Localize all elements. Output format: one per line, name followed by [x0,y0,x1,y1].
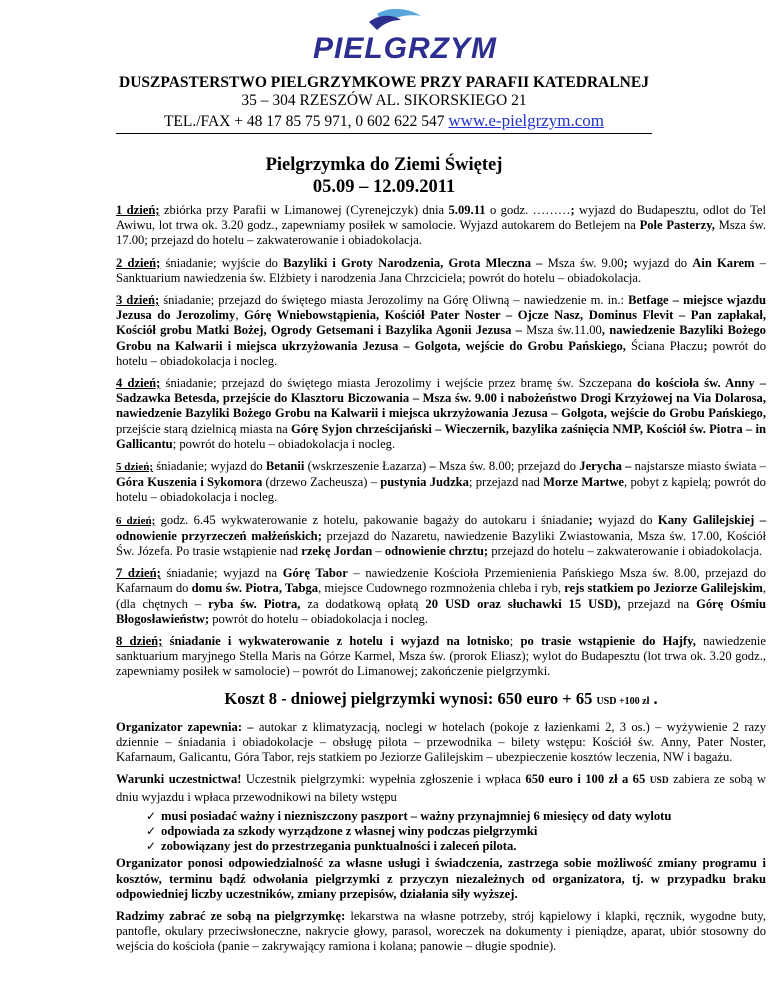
day-label: 5 dzień; [116,461,154,474]
day-text: (drzewo Zacheusza) – [262,475,381,490]
cost-main: Koszt 8 - dniowej pielgrzymki wynosi: 650 euro + 65 [224,688,597,708]
day-text: pustynia Judzka [380,475,469,490]
requirement-item: ✓ musi posiadać ważny i niezniszczony paszport – ważny przynajmniej 6 miesięcy od daty wylotu [146,809,766,824]
day-text: ; [509,634,521,649]
cost-end: . [649,688,658,708]
requirements-list [116,809,766,855]
day-text: najstarsze miasto świata – [631,459,766,474]
conditions-text1: Uczestnik pielgrzymki: wypełnia zgłoszenie i wpłaca [241,772,526,787]
day-text: , pobyt z kąpielą; powrót do hotelu – obiadokolacja i nocleg. [116,475,766,505]
day-text: Msza św. 8.00; przejazd do [435,459,580,474]
day-text: godz. 6.45 wykwaterowanie z hotelu, pakowanie bagaży do autokaru i śniadanie [155,512,589,527]
document-content [116,203,766,962]
day-text: , nawiedzenie Bazyliki Bożego Grobu na Kalwarii i miejsca ukrzyżowania Jezusa – Golgota, wejście do Grobu Pańskiego, [116,323,766,353]
day-text: Ain Karem [692,255,755,270]
pielgrzym-logo [309,8,498,68]
day-text: ryba św. Piotra, [208,596,301,611]
day-text: zbiórka przy Parafii w Limanowej (Cyrenejczyk) dnia [159,203,449,217]
day-text: 20 USD oraz słuchawki 15 USD), [425,596,621,611]
cost-line [116,689,766,711]
day-text: przejazd do hotelu – zakwaterowanie i obiadokolacja. [488,544,763,559]
day-text: śniadanie; wyjście do [160,255,284,270]
day-text: Msza św. 9.00 [542,255,624,270]
day-8-paragraph [116,634,766,680]
day-7-paragraph [116,566,766,627]
day-text: Pole Pasterzy, [639,218,715,233]
day-text: , (dla chętnych – [116,581,766,611]
day-text [162,634,169,648]
website-link[interactable]: www.e-pielgrzym.com [448,111,605,130]
day-label: 7 dzień; [116,566,161,581]
day-text: rzekę Jordan [301,544,373,559]
conditions-usd: USD [649,776,669,787]
day-text: Jerycha – [579,459,632,474]
day-text: rejs statkiem po Jeziorze Galilejskim [564,581,763,596]
day-label: 2 dzień; [116,255,161,270]
day-text: wyjazd do [592,512,658,527]
phone-fax: TEL./FAX + 48 17 85 75 971, 0 602 622 547 [163,113,449,130]
day-text: śniadanie i wykwaterowanie z hotelu i wyjazd na lotnisko [169,634,510,649]
day-text: , [235,308,245,323]
day-text: Górę Wniebowstąpienia, Kościół Pater Noster – Ojcze Nasz, Dominus Flevit – Pan zapłakał, Kościół grobu Matki Bożej, Ogrody Getsemani i Bazylika Agonii Jezusa – [116,308,766,338]
requirement-item: ✓ zobowiązany jest do przestrzegania punktualności i zaleceń pilota. [146,839,766,854]
requirement-item: ✓ odpowiada za szkody wyrządzone z własnej winy podczas pielgrzymki [146,824,766,839]
day-text: – Sanktuarium nawiedzenia św. Elżbiety i narodzenia Jana Chrzciciela; powrót do hotelu – obiadokolacja. [116,255,766,285]
day-text: Betfage – miejsce wjazdu Jezusa do Jerozolimy [116,293,767,323]
conditions-text2: zabiera ze sobą w dniu wyjazdu i wpłaca przewodnikowi na bilety wstępu [116,772,766,804]
organizer-label: Organizator zapewnia: – [116,719,254,734]
day-text: ; [623,255,628,270]
day-6-paragraph [116,513,766,560]
day-text: – nawiedzenie Kościoła Przemienienia Pańskiego Msza św. 8.00, przejazd do Kafarnaum do [116,566,767,596]
day-label: 1 dzień; [116,203,160,217]
organization-contact [0,111,768,131]
advice-paragraph [116,909,766,955]
day-text: domu św. Piotra, Tabga [191,581,319,596]
day-text: po trasie wstąpienie do Hajfy, [520,634,696,649]
day-text: (wskrzeszenie Łazarza) [304,459,430,474]
day-text: ; [588,512,593,527]
conditions-label: Warunki uczestnictwa! [116,772,242,787]
day-text: wyjazd do [627,255,693,270]
day-3-paragraph [116,293,766,369]
advice-text: lekarstwa na własne potrzeby, strój kąpielowy i klapki, ręcznik, wygodne buty, pantofle, okulary przeciwsłoneczne, nakrycie głowy, parasol, woreczek na dokumenty i pieniądze, aparat, ubiór stosowny do wejścia do kościoła (panie – zakrywający ramiona i kolana; panowie – długie spodnie). [116,908,766,954]
day-text: Betanii [265,459,305,474]
day-4-paragraph [116,376,766,452]
day-text: – [372,544,385,559]
organizer-paragraph [116,720,766,766]
day-text: odnowienie chrztu; [384,544,489,559]
day-text: przejazd do Nazaretu, nawiedzenie Bazyliki Zwiastowania, Msza św. 17.00, Kościół Św. Józefa. Po trasie wstąpienie nad [116,528,766,559]
day-text: śniadanie; przejazd do świętego miasta Jerozolimy i wejście przez bramę św. Szczepana [160,376,638,391]
cost-plus: +100 zł [616,695,650,707]
day-text: Kany Galilejskiej – odnowienie przyrzeczeń małżeńskich; [116,512,766,543]
itinerary [116,203,766,680]
organization-name: DUSZPASTERSTWO PIELGRZYMKOWE PRZY PARAFII KATEDRALNEJ [119,74,649,91]
day-text: powrót do hotelu – obiadokolacja i nocleg. [209,611,429,626]
day-text: Górę Ośmiu Błogosławieństw; [116,596,766,626]
day-text: przejście starą dzielnicą miasta na [116,421,291,436]
document-dates: 05.09 – 12.09.2011 [312,177,456,197]
day-text: ; [703,338,708,353]
day-text: Góra Kuszenia i Sykomora [116,475,263,490]
day-text: Górę Tabor [282,566,348,581]
day-text: ; powrót do hotelu – obiadokolacja i nocleg. [172,436,396,451]
day-text: przejazd na [620,596,697,611]
day-text: śniadanie; wyjazd na [160,566,283,581]
conditions-paragraph [116,772,766,804]
day-1-paragraph [116,203,766,249]
day-label: 3 dzień; [116,293,160,308]
day-2-paragraph [116,256,766,286]
header-divider [116,133,652,134]
day-label: 6 dzień; [116,514,156,527]
day-text: – [429,459,436,474]
day-text: Górę Syjon chrześcijański – Wieczernik, bazylika zaśnięcia NMP, Kościół św. Piotra – in Gallicantu [116,421,766,451]
day-text: o godz. ……… [485,203,571,217]
day-text: 5.09.11 [448,203,486,217]
logo-text: PIELGRZYM [313,32,498,65]
advice-label: Radzimy zabrać ze sobą na pielgrzymkę: [116,908,346,923]
day-text: za dodatkową opłatą [300,596,426,611]
day-text: Morze Martwe [543,475,625,490]
cost-usd: USD [596,695,617,707]
day-text: ; [570,203,575,217]
day-text: Ściana Płaczu [625,338,704,353]
day-text: wyjazd do Budapesztu, odlot do Tel Awiwu, lot trwa ok. 3.20 godz., zapewniamy posiłek w samolocie. Wyjazd autokarem do Betlejem na [116,203,766,233]
conditions-amount: 650 euro i 100 zł a 65 [525,772,646,787]
document-title: Pielgrzymka do Ziemi Świętej [265,155,503,175]
day-text: Msza św. 17.00; przejazd do hotelu – zakwaterowanie i obiadokolacja. [116,218,766,248]
day-label: 8 dzień; [116,634,163,649]
day-text: śniadanie; wyjazd do [153,459,266,474]
day-text: śniadanie; przejazd do świętego miasta Jerozolimy na Górę Oliwną – nawiedzenie m. in.: [159,293,629,308]
organizer-text: autokar z klimatyzacją, noclegi w hotelach (pokoje z łazienkami 2, 3 os.) – wyżywienie 2 razy dziennie – śniadania i obiadokolacje – obsługę pilota – przewodnika – bilety wstępu: Kościół św. Anny, Pater Noster, Kafarnaum, Galicantu, Góra Tabor, rejs statkiem po Jeziorze Galilejskim – ubezpieczenie kosztów leczenia, NW i bagażu. [116,719,766,765]
day-text: Bazyliki i Groty Narodzenia, Grota Mleczna – [283,255,543,270]
day-text: powrót do hotelu – obiadokolacja i nocleg. [116,338,766,368]
day-text: nawiedzenie sanktuarium maryjnego Stella Maris na Górze Karmel, Msza św. (prorok Eliasz); wylot do Budapesztu (lot trwa ok. 3.20 godz., zapewniamy posiłek w samolocie) – powrót do Limanowej; zakończenie pielgrzymki. [116,634,766,679]
day-text: ; przejazd nad [468,475,544,490]
day-text: , miejsce Cudownego rozmnożenia chleba i ryb, [318,581,565,596]
organization-address: 35 – 304 RZESZÓW AL. SIKORSKIEGO 21 [241,92,527,109]
day-5-paragraph [116,459,766,506]
disclaimer: Organizator ponosi odpowiedzialność za własne usługi i świadczenia, zastrzega sobie możliwość zmiany programu i kosztów, terminu bądź odwołania pielgrzymki z przyczyn niezależnych od organizatora, tj. w przypadku braku odpowiedniej liczby uczestników, zmiany przepisów, działania siły wyższej. [116,856,766,901]
day-text: do kościoła św. Anny – Sadzawka Betesda, przejście do Klasztoru Biczowania – Msza św. 9.00 i nabożeństwo Drogi Krzyżowej na Via Dolarosa, nawiedzenie Bazyliki Bożego Grobu na Kalwarii i miejsca ukrzyżowania Jezusa – Golgota, wejście do Grobu Pańskiego, [116,376,766,421]
day-label: 4 dzień; [116,376,161,391]
day-text: Msza św.11.00 [521,323,602,338]
